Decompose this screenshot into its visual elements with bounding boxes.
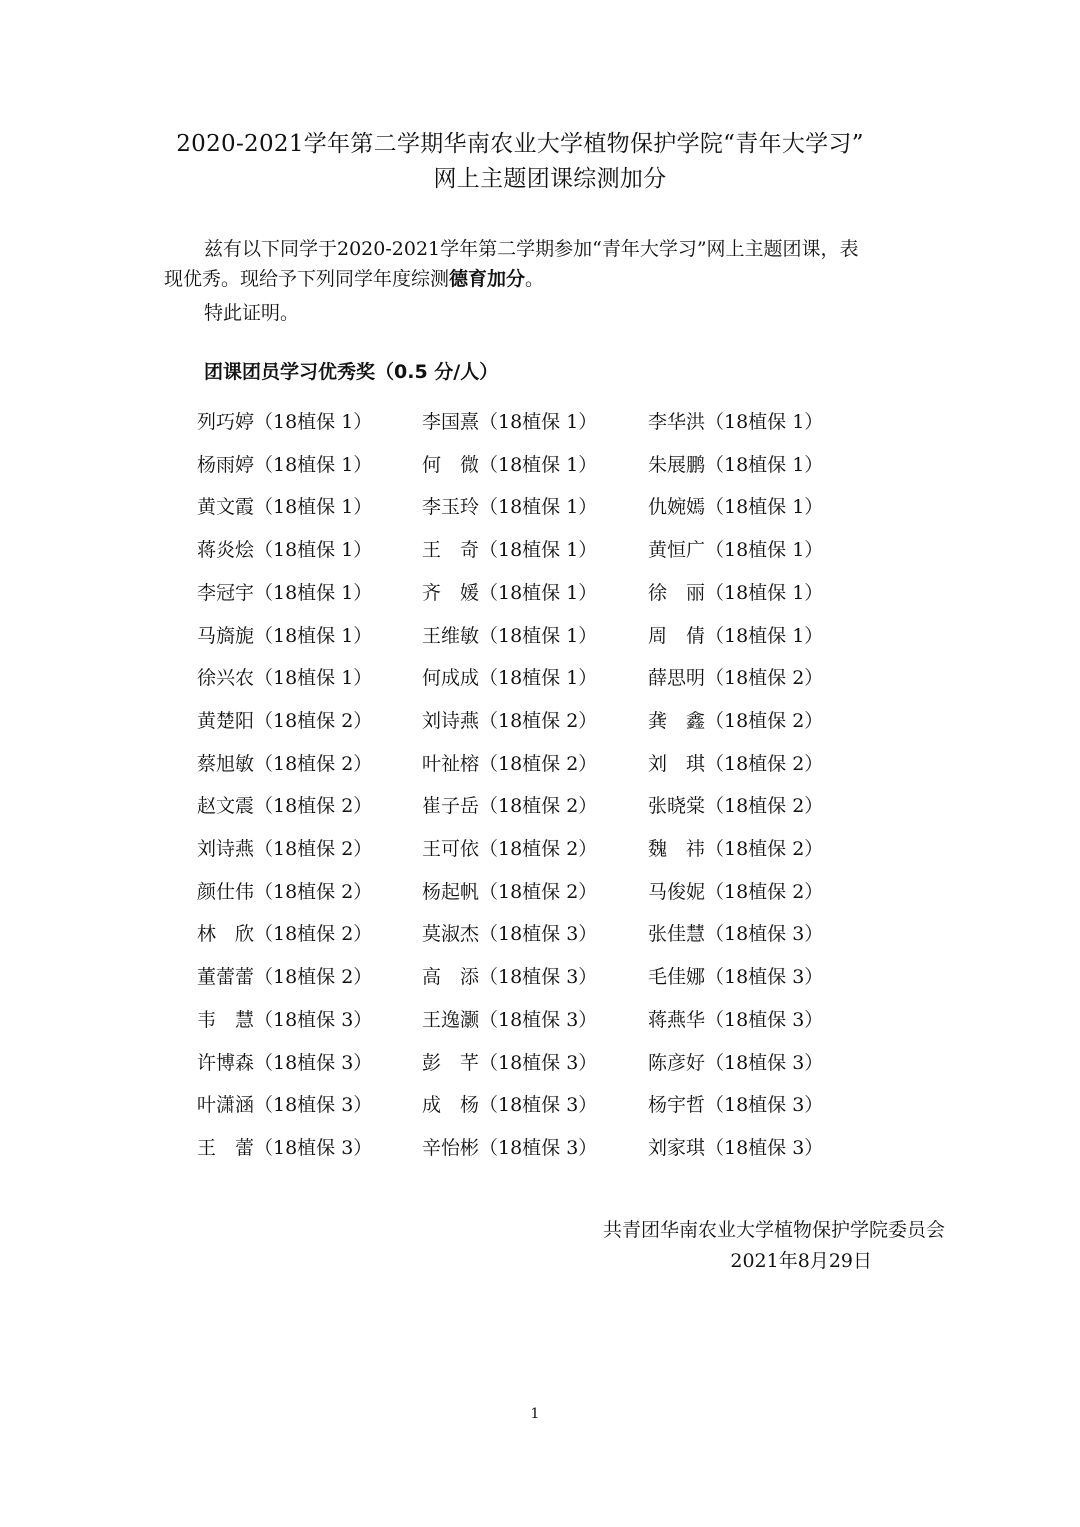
roster-entry: 张佳慧（18植保 3） xyxy=(648,923,824,946)
roster-entry: 毛佳娜（18植保 3） xyxy=(648,966,824,989)
roster-row xyxy=(197,961,877,993)
roster-entry: 李冠宇（18植保 1） xyxy=(197,581,373,604)
roster-entry: 颜仕伟（18植保 2） xyxy=(197,880,373,903)
document-title-line-1: 2020-2021学年第二学期华南农业大学植物保护学院“青年大学习” xyxy=(176,131,864,157)
roster-entry: 刘诗燕（18植保 2） xyxy=(197,838,373,860)
roster-row xyxy=(197,449,877,481)
roster-entry: 王维敏（18植保 1） xyxy=(422,624,598,647)
roster-entry: 许博森（18植保 3） xyxy=(197,1051,373,1074)
roster-entry: 杨宇哲（18植保 3） xyxy=(648,1094,824,1117)
roster-entry: 辛怡彬（18植保 3） xyxy=(422,1136,598,1159)
award-heading: 团课团员学习优秀奖（0.5 分/人） xyxy=(204,361,499,383)
document-title-line-2: 网上主题团课综测加分 xyxy=(433,166,667,192)
roster-entry: 张晓棠（18植保 2） xyxy=(648,795,824,818)
roster-entry: 黄楚阳（18植保 2） xyxy=(197,709,373,732)
roster-entry: 叶祉榕（18植保 2） xyxy=(422,752,598,775)
roster-entry: 刘家琪（18植保 3） xyxy=(648,1136,824,1159)
roster-row xyxy=(197,1047,877,1079)
roster-row xyxy=(197,1089,877,1121)
roster-row xyxy=(197,534,877,566)
roster-row xyxy=(197,406,877,438)
issuing-organization: 共青团华南农业大学植物保护学院委员会 xyxy=(602,1219,945,1241)
roster-entry: 叶潇涵（18植保 3） xyxy=(197,1094,373,1117)
roster-entry: 李华洪（18植保 1） xyxy=(648,411,824,433)
roster-row xyxy=(197,662,877,694)
roster-entry: 黄文霞（18植保 1） xyxy=(197,496,373,519)
roster-entry: 王逸灏（18植保 3） xyxy=(422,1008,598,1031)
roster-row xyxy=(197,620,877,652)
intro-text-end: 。 xyxy=(525,268,545,290)
roster-entry: 徐兴农（18植保 1） xyxy=(197,667,373,690)
roster-entry: 王 蕾（18植保 3） xyxy=(197,1136,373,1159)
roster-row xyxy=(197,876,877,908)
roster-entry: 成 杨（18植保 3） xyxy=(422,1094,598,1117)
roster-entry: 薛思明（18植保 2） xyxy=(648,667,824,690)
roster-entry: 赵文震（18植保 2） xyxy=(197,795,373,818)
roster-entry: 林 欣（18植保 2） xyxy=(197,923,373,946)
roster-entry: 李玉玲（18植保 1） xyxy=(422,496,598,519)
roster-row xyxy=(197,577,877,609)
roster-entry: 马旖旎（18植保 1） xyxy=(197,624,373,647)
roster-entry: 仇婉嫣（18植保 1） xyxy=(648,496,824,519)
roster-entry: 王 奇（18植保 1） xyxy=(422,539,598,562)
roster-entry: 杨雨婷（18植保 1） xyxy=(197,453,373,476)
roster-entry: 何成成（18植保 1） xyxy=(422,667,598,690)
roster-row xyxy=(197,1004,877,1036)
roster-row xyxy=(197,705,877,737)
roster-entry: 马俊妮（18植保 2） xyxy=(648,880,824,903)
roster-entry: 蔡旭敏（18植保 2） xyxy=(197,752,373,775)
roster-entry: 刘 琪（18植保 2） xyxy=(648,752,824,775)
roster-entry: 崔子岳（18植保 2） xyxy=(422,795,598,818)
roster-entry: 蒋燕华（18植保 3） xyxy=(648,1008,824,1031)
moral-education-bonus-emphasis: 德育加分 xyxy=(449,268,526,290)
roster-entry: 魏 祎（18植保 2） xyxy=(648,838,824,860)
roster-row xyxy=(197,790,877,822)
roster-entry: 杨起帆（18植保 2） xyxy=(422,880,598,903)
roster-entry: 徐 丽（18植保 1） xyxy=(648,581,824,604)
roster-entry: 王可依（18植保 2） xyxy=(422,838,598,860)
intro-text: 现优秀。现给予下列同学年度综测 xyxy=(164,268,450,290)
roster-entry: 李国熹（18植保 1） xyxy=(422,411,598,433)
roster-entry: 列巧婷（18植保 1） xyxy=(197,411,373,433)
roster-row xyxy=(197,748,877,780)
roster-entry: 朱展鹏（18植保 1） xyxy=(648,453,824,476)
roster-row xyxy=(197,491,877,523)
issue-date: 2021年8月29日 xyxy=(730,1250,872,1272)
roster-entry: 彭 芊（18植保 3） xyxy=(422,1051,598,1074)
roster-entry: 陈彦好（18植保 3） xyxy=(648,1051,824,1074)
roster-entry: 蒋炎烩（18植保 1） xyxy=(197,539,373,562)
roster-entry: 黄恒广（18植保 1） xyxy=(648,539,824,562)
roster-entry: 龚 鑫（18植保 2） xyxy=(648,709,824,732)
certification-statement: 特此证明。 xyxy=(204,302,300,324)
roster-row xyxy=(197,918,877,950)
roster-entry: 齐 媛（18植保 1） xyxy=(422,581,598,604)
roster-row xyxy=(197,1132,877,1164)
intro-paragraph-line-1: 兹有以下同学于2020-2021学年第二学期参加“青年大学习”网上主题团课，表 xyxy=(204,238,859,260)
roster-entry: 周 倩（18植保 1） xyxy=(648,624,824,647)
roster-entry: 刘诗燕（18植保 2） xyxy=(422,709,598,732)
roster-entry: 董蕾蕾（18植保 2） xyxy=(197,966,373,989)
roster-entry: 韦 慧（18植保 3） xyxy=(197,1008,373,1031)
roster-row xyxy=(197,833,877,865)
roster-entry: 何 微（18植保 1） xyxy=(422,453,598,476)
intro-paragraph-line-2 xyxy=(164,263,544,295)
roster-entry: 高 添（18植保 3） xyxy=(422,966,598,989)
page-number: 1 xyxy=(530,1406,540,1422)
roster-entry: 莫淑杰（18植保 3） xyxy=(422,923,598,946)
